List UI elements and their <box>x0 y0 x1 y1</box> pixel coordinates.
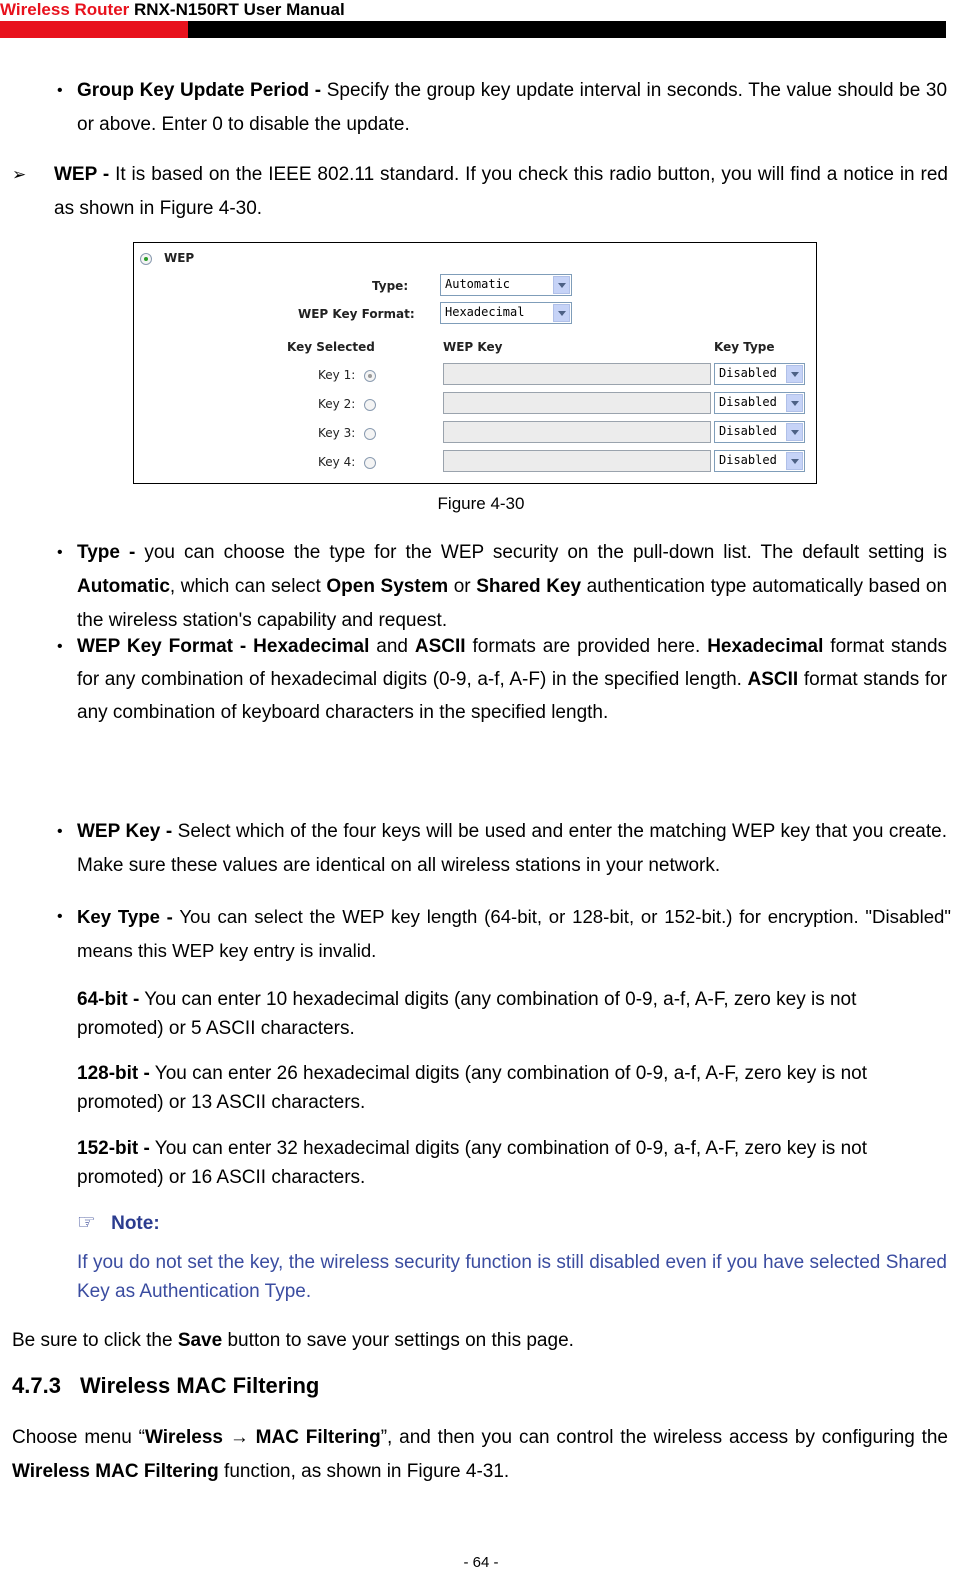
format-text-3: format stands for any combination of hexadecimal digits (0-9, a-f, A-F) in the specified length. <box>77 636 948 690</box>
key-type-paragraph <box>77 900 951 968</box>
key-1-radio[interactable] <box>364 370 376 382</box>
type-bold-automatic: Automatic <box>77 576 170 597</box>
wep-key-text: Select which of the four keys will be used and enter the matching WEP key that you create. Make sure these values are identical on all wireless stations in your network. <box>77 821 947 876</box>
section-number: 4.7.3 <box>12 1373 61 1398</box>
key-1-type-value: Disabled <box>719 366 777 380</box>
length-64-term: 64-bit - <box>77 989 140 1010</box>
wep-radio[interactable] <box>140 253 152 265</box>
save-bold: Save <box>177 1330 223 1351</box>
key-type-header: Key Type <box>714 340 775 354</box>
wep-settings-figure <box>133 242 817 484</box>
figure-caption: Figure 4-30 <box>437 494 525 513</box>
page-number: - 64 - <box>463 1554 499 1571</box>
menu-bold-function: Wireless MAC Filtering <box>12 1461 219 1482</box>
key-2-input[interactable] <box>443 392 711 414</box>
type-bold-open-system: Open System <box>326 576 449 597</box>
type-text-1: you can choose the type for the WEP security on the pull-down list. The default setting is <box>144 542 948 563</box>
chevron-down-icon <box>786 452 803 470</box>
arrow-bullet-icon: ➢ <box>12 165 27 184</box>
key-1-label: Key 1: <box>318 368 356 382</box>
menu-text-2: ”, and then you can control the wireless access by configuring the <box>380 1427 948 1448</box>
key-3-type-select[interactable] <box>714 421 805 443</box>
wep-key-paragraph <box>77 815 947 883</box>
bullet-dot: • <box>57 908 63 925</box>
group-key-term: Group Key Update Period - <box>77 80 322 101</box>
key-1-input[interactable] <box>443 363 711 385</box>
chevron-down-icon <box>553 276 570 294</box>
type-label: Type: <box>372 279 409 293</box>
wep-key-format-value: Hexadecimal <box>445 305 525 319</box>
length-128-paragraph <box>77 1059 947 1117</box>
wep-term: WEP - <box>54 164 110 185</box>
wep-key-format-select[interactable] <box>440 302 572 324</box>
key-2-type-value: Disabled <box>719 395 777 409</box>
format-bold-ascii: ASCII <box>414 636 466 657</box>
type-select[interactable] <box>440 274 572 296</box>
wep-paragraph <box>54 158 948 226</box>
save-text-2: button to save your settings on this page. <box>227 1330 574 1351</box>
length-128-text: You can enter 26 hexadecimal digits (any combination of 0-9, a-f, A-F, zero key is not promoted) or 13 ASCII characters. <box>77 1063 867 1113</box>
key-4-radio[interactable] <box>364 457 376 469</box>
running-header <box>0 0 345 20</box>
key-3-radio[interactable] <box>364 428 376 440</box>
length-128-term: 128-bit - <box>77 1063 150 1084</box>
key-2-label: Key 2: <box>318 397 356 411</box>
key-2-type-select[interactable] <box>714 392 805 414</box>
key-4-input[interactable] <box>443 450 711 472</box>
bullet-dot: • <box>57 823 63 840</box>
key-type-term: Key Type - <box>77 906 173 927</box>
wep-key-term: WEP Key - <box>77 821 173 842</box>
format-paragraph <box>77 630 947 729</box>
header-bar-red <box>0 21 188 38</box>
wep-text: It is based on the IEEE 802.11 standard. If you check this radio button, you will find a notice in red as shown in Figure 4-30. <box>54 164 948 219</box>
menu-paragraph <box>12 1421 948 1489</box>
header-bar <box>0 21 946 38</box>
bullet-dot: • <box>57 638 63 655</box>
note-heading <box>77 1209 160 1238</box>
type-text-3: or <box>453 576 471 597</box>
format-text-4: format stands for any combination of keyboard characters in the specified length. <box>77 669 948 723</box>
length-64-paragraph <box>77 985 947 1043</box>
key-type-text: You can select the WEP key length (64-bit, or 128-bit, or 152-bit.) for encryption. "Disabled" means this WEP key entry is invalid. <box>77 906 951 961</box>
section-title: Wireless MAC Filtering <box>79 1373 320 1398</box>
key-4-type-select[interactable] <box>714 450 805 472</box>
key-1-type-select[interactable] <box>714 363 805 385</box>
type-text-2: , which can select <box>169 576 321 597</box>
group-key-text: Specify the group key update interval in seconds. The value should be 30 or above. Enter 0 to disable the update. <box>77 80 948 135</box>
menu-text-1: Choose menu “ <box>12 1427 146 1448</box>
save-text-1: Be sure to click the <box>12 1330 173 1351</box>
note-title: Note: <box>111 1213 160 1234</box>
type-text-4: authentication type automatically based on the wireless station's capability and request. <box>77 576 948 631</box>
length-152-text: You can enter 32 hexadecimal digits (any combination of 0-9, a-f, A-F, zero key is not promoted) or 16 ASCII characters. <box>77 1138 867 1188</box>
format-term: WEP Key Format - Hexadecimal <box>77 636 370 657</box>
wep-key-header: WEP Key <box>443 340 503 354</box>
length-152-term: 152-bit - <box>77 1138 150 1159</box>
save-paragraph <box>12 1324 948 1358</box>
header-manual: RNX-N150RT User Manual <box>134 0 345 19</box>
group-key-paragraph <box>77 74 947 142</box>
format-text-2: formats are provided here. <box>472 636 701 657</box>
key-4-label: Key 4: <box>318 455 356 469</box>
type-term: Type - <box>77 542 136 563</box>
format-text-1: and <box>376 636 408 657</box>
section-heading <box>12 1372 319 1400</box>
chevron-down-icon <box>786 423 803 441</box>
length-64-text: You can enter 10 hexadecimal digits (any combination of 0-9, a-f, A-F, zero key is not promoted) or 5 ASCII characters. <box>77 989 857 1039</box>
note-text: If you do not set the key, the wireless security function is still disabled even if you have selected Shared Key as Authentication Type. <box>77 1252 947 1302</box>
key-2-radio[interactable] <box>364 399 376 411</box>
header-product: Wireless Router <box>0 0 130 19</box>
key-3-type-value: Disabled <box>719 424 777 438</box>
key-3-input[interactable] <box>443 421 711 443</box>
key-4-type-value: Disabled <box>719 453 777 467</box>
bullet-dot: • <box>57 82 63 99</box>
format-bold-ascii-2: ASCII <box>747 669 799 690</box>
menu-path: Wireless → MAC Filtering <box>145 1427 381 1448</box>
pointing-hand-icon: ☞ <box>77 1211 96 1234</box>
type-bold-shared-key: Shared Key <box>476 576 582 597</box>
key-3-label: Key 3: <box>318 426 356 440</box>
length-152-paragraph <box>77 1134 947 1192</box>
type-select-value: Automatic <box>445 277 511 291</box>
menu-text-3: function, as shown in Figure 4-31. <box>224 1461 510 1482</box>
bullet-dot: • <box>57 544 63 561</box>
wep-key-format-label: WEP Key Format: <box>298 307 415 321</box>
chevron-down-icon <box>786 394 803 412</box>
type-paragraph <box>77 536 947 638</box>
format-bold-hexadecimal: Hexadecimal <box>707 636 824 657</box>
chevron-down-icon <box>553 304 570 322</box>
key-selected-header: Key Selected <box>287 340 375 354</box>
chevron-down-icon <box>786 365 803 383</box>
wep-label: WEP <box>164 251 195 265</box>
